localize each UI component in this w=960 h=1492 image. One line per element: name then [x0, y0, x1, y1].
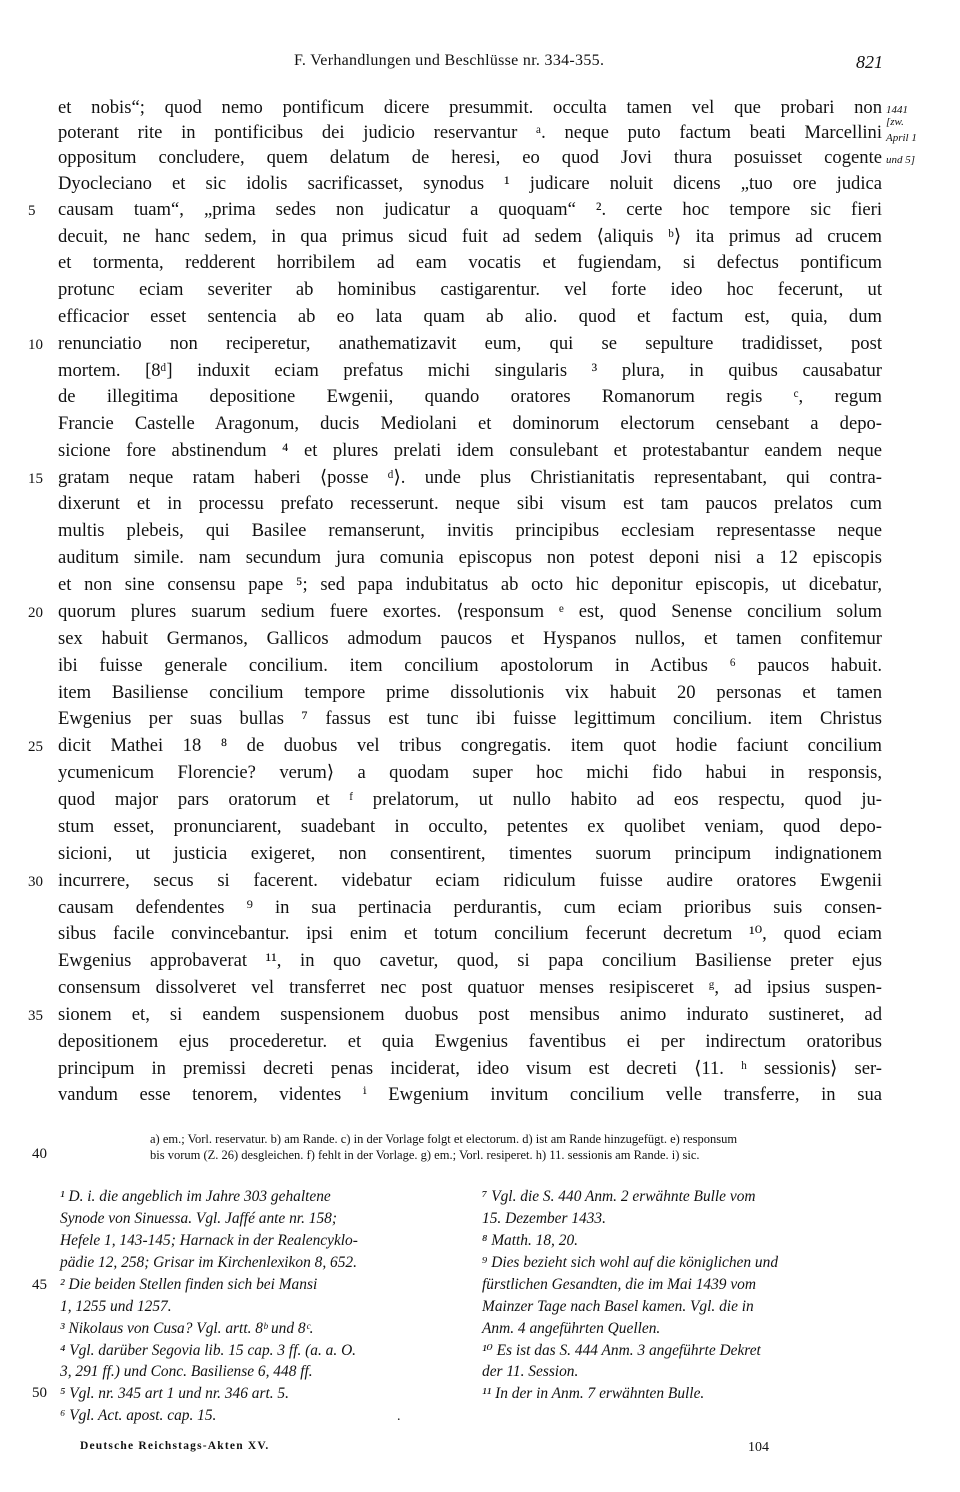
line-number: 40	[32, 1146, 47, 1162]
text-line: sionem et, si eandem suspensionem duobus post mensibus animo indurato sustineret, ad	[58, 1004, 882, 1025]
text-line: quod major pars oratorum et ᶠ prelatorum, ut nullo habito ad eos respectu, quod ju-	[58, 789, 882, 810]
footnote-line: Mainzer Tage nach Basel kamen. Vgl. die in	[482, 1298, 754, 1315]
text-line: de illegitima depositione Ewgenii, quando oratores Romanorum regis ᶜ, regum	[58, 386, 882, 407]
text-line: dixerunt et in processu prefato recesserunt. neque sibi visum est tam paucos prelatos cum	[58, 493, 882, 514]
text-line: multis plebeis, qui Basilee remanserunt, invitis principibus ecclesiam representasse neque	[58, 520, 882, 541]
footnote-line: ¹ D. i. die angeblich im Jahre 303 gehaltene	[60, 1188, 331, 1205]
sheet-number: 104	[748, 1440, 769, 1455]
text-line: item Basiliense concilium tempore prime dissolutionis vix habuit 20 personas et tamen	[58, 682, 882, 703]
footnote-line: Hefele 1, 143-145; Harnack in der Realencyklo-	[60, 1232, 358, 1249]
apparatus-line: a) em.; Vorl. reservatur. b) am Rande. c) in der Vorlage folgt et electorum. d) ist am Rande hinzugefügt. e) responsum	[150, 1132, 738, 1146]
line-number: 35	[28, 1008, 43, 1024]
text-line: sicione fore abstinendum ⁴ et plures prelati idem consulebant et protestabantur eandem neque	[58, 440, 882, 461]
footnote-line: 15. Dezember 1433.	[482, 1210, 606, 1227]
text-line: consensum dissolveret vel transferret nec post quatuor menses resipisceret ᵍ, ad ipsius suspen-	[58, 977, 882, 998]
footnote-line: ¹⁰ Es ist das S. 444 Anm. 3 angeführte Dekret	[482, 1342, 761, 1359]
text-line: decuit, ne hanc sedem, in qua primus sicud fuit ad sedem ⟨aliquis ᵇ⟩ ita primus ad crucem	[58, 226, 882, 247]
text-line: causam tuam“, „prima sedes non judicatur a quoquam“ ². certe hoc tempore sic fieri	[58, 199, 882, 220]
line-number: 30	[28, 874, 43, 890]
footnote-line: ⁹ Dies bezieht sich wohl auf die königlichen und	[482, 1254, 779, 1271]
footnote-line: ⁸ Matth. 18, 20.	[482, 1232, 578, 1249]
running-header: F. Verhandlungen und Beschlüsse nr. 334-355.	[294, 52, 605, 69]
text-line: principum in premissi decreti penas inciderat, ideo visum est decreti ⟨11. ʰ sessionis⟩ ser-	[58, 1058, 882, 1079]
footnote-line: der 11. Session.	[482, 1363, 579, 1380]
text-line: sicioni, ut justicia exigeret, non consentirent, timentes suorum principum indignationem	[58, 843, 882, 864]
text-line: quorum plures suarum sedium fuere exortes. ⟨responsum ᵉ est, quod Senense concilium solum	[58, 601, 882, 622]
text-line: et nobis“; quod nemo pontificum dicere presummit. occulta tamen vel que probari non	[58, 97, 882, 118]
footnote-line: ⁷ Vgl. die S. 440 Anm. 2 erwähnte Bulle vom	[482, 1188, 756, 1205]
footnote-line: ² Die beiden Stellen finden sich bei Mansi	[60, 1276, 318, 1293]
text-line: gratam neque ratam haberi ⟨posse ᵈ⟩. unde plus Christianitatis representabant, qui contra-	[58, 467, 882, 488]
line-number: 45	[32, 1277, 47, 1293]
text-line: poterant rite in pontificibus dei judicio reservantur ᵃ. neque puto factum beati Marcellini	[58, 122, 882, 143]
footer-mark: .	[397, 1409, 401, 1424]
line-number: 10	[28, 337, 43, 353]
text-line: et non sine consensu pape ⁵; sed papa indubitatus ab octo hic deponitur episcopis, ut dicebatur,	[58, 574, 882, 595]
footnote-line: Anm. 4 angeführten Quellen.	[482, 1320, 661, 1337]
text-line: incurrere, secus si facerent. videbatur eciam ridiculum fuisse audire oratores Ewgenii	[58, 870, 882, 891]
page-number: 821	[856, 52, 883, 72]
margin-note: April 1	[886, 132, 917, 144]
text-line: ycumenicum Florencie? verum⟩ a quodam super hoc michi fido habui in responsis,	[58, 762, 882, 783]
footnote-line: fürstlichen Gesandten, die im Mai 1439 vom	[482, 1276, 756, 1293]
margin-note: 1441	[886, 104, 908, 116]
text-line: renunciatio non reciperetur, anathematizavit eum, qui se sepulture tradidisset, post	[58, 333, 882, 354]
text-line: vandum esse tenorem, videntes ⁱ Ewgenium invitum concilium velle transferre, in sua	[58, 1084, 882, 1105]
line-number: 5	[28, 203, 36, 219]
footnote-line: ⁴ Vgl. darüber Segovia lib. 15 cap. 3 ff. (a. a. O.	[60, 1342, 357, 1359]
text-line: protunc eciam severiter ab hominibus castigarentur. vel forte ideo hoc fecerunt, ut	[58, 279, 882, 300]
line-number: 25	[28, 739, 43, 755]
text-line: ibi fuisse generale concilium. item concilium apostolorum in Actibus ⁶ paucos habuit.	[58, 655, 882, 676]
text-line: mortem. [8ᵈ] induxit eciam prefatus michi singularis ³ plura, in quibus causabatur	[58, 360, 882, 381]
text-line: dicit Mathei 18 ⁸ de duobus vel tribus congregatis. item quot hodie faciunt concilium	[58, 735, 882, 756]
margin-note: und 5]	[886, 154, 916, 166]
footnote-line: ¹¹ In der in Anm. 7 erwähnten Bulle.	[482, 1385, 705, 1402]
line-number: 20	[28, 605, 43, 621]
text-line: stum esset, pronunciarent, suadebant in occulto, petentes ex quolibet veniam, quod depo-	[58, 816, 882, 837]
text-line: Ewgenius per suas bullas ⁷ fassus est tunc ibi fuisse legittimum concilium. item Christus	[58, 708, 882, 729]
line-number: 50	[32, 1385, 47, 1401]
footnote-line: ⁵ Vgl. nr. 345 art 1 und nr. 346 art. 5.	[60, 1385, 289, 1402]
text-line: sex habuit Germanos, Gallicos admodum paucos et Hyspanos nullos, et tamen confitemur	[58, 628, 882, 649]
line-number: 15	[28, 471, 43, 487]
footnote-line: ³ Nikolaus von Cusa? Vgl. artt. 8ᵇ und 8ᶜ.	[60, 1320, 314, 1337]
footnote-line: pädie 12, 258; Grisar im Kirchenlexikon 8, 652.	[60, 1254, 357, 1271]
apparatus-line: bis vorum (Z. 26) desgleichen. f) fehlt in der Vorlage. g) em.; Vorl. resiperet. h) 11. sessionis am Rande. i) sic.	[150, 1148, 700, 1162]
printer-signature: Deutsche Reichstags-Akten XV.	[80, 1440, 270, 1452]
text-line: auditum simile. nam secundum jura comunia episcopus non potest deponi nisi a 12 episcopis	[58, 547, 882, 568]
text-line: Dyocleciano et sic idolis sacrificasset, synodus ¹ judicare noluit dicens „tuo ore judica	[58, 173, 882, 194]
text-line: oppositum concludere, quem delatum de heresi, eo quod Jovi thura posuisset cogente	[58, 147, 882, 168]
text-line: depositionem ejus procederetur. et quia Ewgenius faventibus ei per indirectum oratoribus	[58, 1031, 882, 1052]
footnote-line: 3, 291 ff.) und Conc. Basiliense 6, 448 ff.	[60, 1363, 313, 1380]
text-line: Francie Castelle Aragonum, ducis Mediolani et dominorum electorum censebant a depo-	[58, 413, 882, 434]
margin-note: [zw.	[886, 116, 904, 128]
text-line: efficacior esset sentencia ab eo lata quam ab alio. quod et factum est, quia, dum	[58, 306, 882, 327]
footnote-line: ⁶ Vgl. Act. apost. cap. 15.	[60, 1407, 217, 1424]
text-line: et tormenta, redderent horribilem ad eam vocatis et fugiendam, si defectus pontificum	[58, 252, 882, 273]
footnote-line: 1, 1255 und 1257.	[60, 1298, 172, 1315]
text-line: Ewgenius approbaverat ¹¹, in quo cavetur, quod, si papa concilium Basiliense preter ejus	[58, 950, 882, 971]
text-line: causam defendentes ⁹ in sua pertinacia perdurantis, cum eciam prioribus suis consen-	[58, 897, 882, 918]
text-line: sibus facile convincebantur. ipsi enim et totum concilium fecerunt decretum ¹⁰, quod eciam	[58, 923, 882, 944]
footnote-line: Synode von Sinuessa. Vgl. Jaffé ante nr. 158;	[60, 1210, 337, 1227]
